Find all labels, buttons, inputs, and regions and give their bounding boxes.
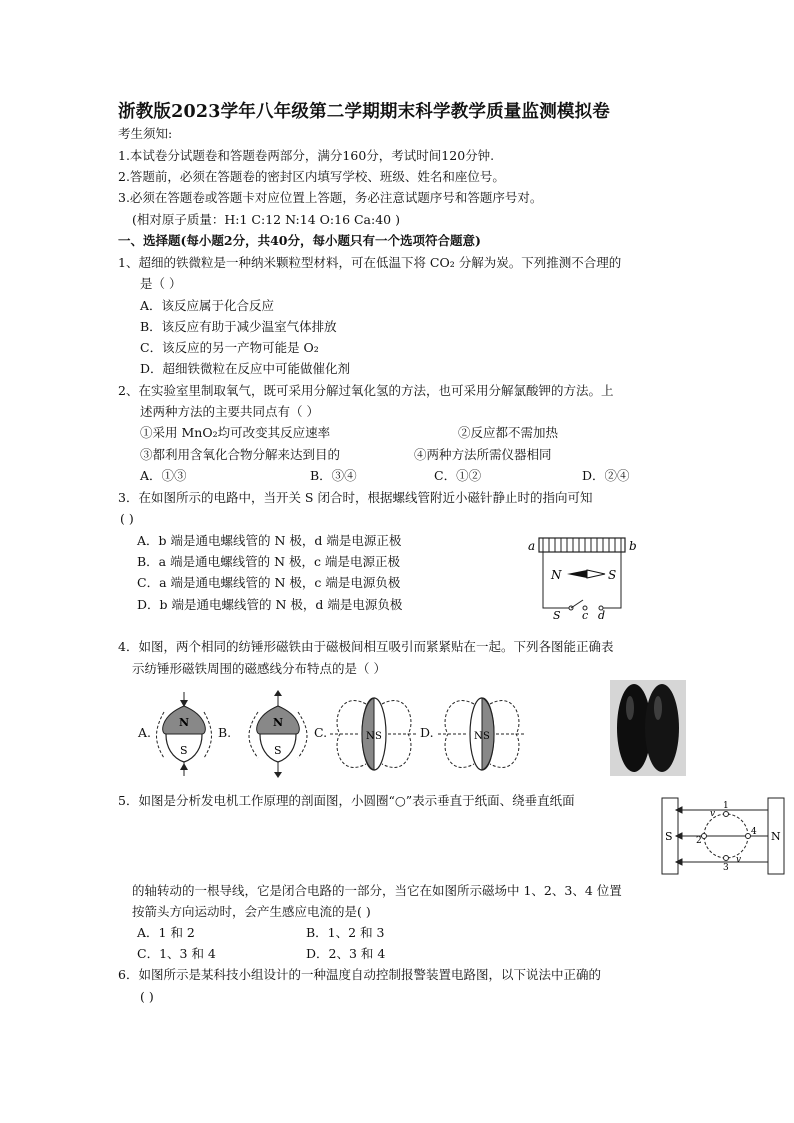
needle-label-s: S <box>608 568 617 582</box>
section-heading: 一、选择题(每小题2分，共40分，每小题只有一个选项符合题意) <box>118 233 481 248</box>
notice-item-2: 2.答题前，必须在答题卷的密封区内填写学校、班级、姓名和座位号。 <box>118 169 505 184</box>
solenoid-core <box>539 538 625 552</box>
q3-option-a: A．b 端是通电螺线管的 N 极，d 端是电源正极 <box>137 533 402 548</box>
switch-blade <box>571 600 583 608</box>
q1-option-a: A．该反应属于化合反应 <box>140 298 275 313</box>
q5-stem-line2: 的轴转动的一根导线，它是闭合电路的一部分，当它在如图所示磁场中 1、2、3、4 位置 <box>132 883 622 898</box>
q4-label-a: A. <box>138 725 152 740</box>
pole-n: N <box>179 716 190 729</box>
switch-label: S <box>553 609 561 620</box>
q4-label-c: C. <box>314 725 328 740</box>
q3-circuit-figure <box>525 530 650 620</box>
q5-option-a: A．1 和 2 <box>137 925 195 940</box>
q4-figure-b <box>238 690 318 778</box>
q4-label-b: B. <box>218 725 232 740</box>
label-b: b <box>629 539 637 553</box>
q2-statement-1: ①采用 MnO₂均可改变其反应速率 <box>140 425 331 440</box>
needle-north <box>567 570 587 578</box>
notice-item-3: 3.必须在答题卷或答题卡对应位置上答题，务必注意试题序号和答题序号对。 <box>118 190 543 205</box>
pos-3: 3 <box>723 863 729 873</box>
velocity-label: v <box>736 855 742 865</box>
exam-title: 浙教版2023学年八年级第二学期期末科学教学质量监测模拟卷 <box>118 102 611 122</box>
q4-stem-line1: 4．如图，两个相同的纺锤形磁铁由于磁极间相互吸引而紧紧贴在一起。下列各图能正确表 <box>118 639 614 654</box>
q1-option-b: B．该反应有助于减少温室气体排放 <box>140 319 337 334</box>
q3-stem-line1: 3．在如图所示的电路中，当开关 S 闭合时，根据螺线管附近小磁针静止时的指向可知 <box>118 490 593 505</box>
q1-option-c: C．该反应的另一产物可能是 O₂ <box>140 340 319 355</box>
q5-generator-figure <box>660 796 788 876</box>
magnet-photo <box>610 680 686 776</box>
pole-s: S <box>483 731 490 742</box>
needle-south <box>587 570 605 578</box>
q2-stem-line1: 2、在实验室里制取氧气，既可采用分解过氧化氢的方法，也可采用分解氯酸钾的方法。上 <box>118 383 614 398</box>
solenoid-coils <box>543 538 621 552</box>
q4-figure-d <box>438 690 526 778</box>
q2-stem-line2: 述两种方法的主要共同点有（ ） <box>140 404 319 419</box>
q4-figure-a <box>156 690 212 778</box>
q5-stem-line3: 按箭头方向运动时，会产生感应电流的是( ) <box>132 904 371 919</box>
needle-label-n: N <box>551 568 562 582</box>
q5-stem-line1: 5．如图是分析发电机工作原理的剖面图，小圆圈“○”表示垂直于纸面、绕垂直纸面 <box>118 793 575 808</box>
q2-option-d: D．②④ <box>582 468 630 483</box>
q5-option-b: B．1、2 和 3 <box>306 925 385 940</box>
pole-s: S <box>180 744 188 757</box>
velocity-label: v <box>710 809 716 819</box>
pos-2: 2 <box>696 836 702 846</box>
q2-statement-2: ②反应都不需加热 <box>458 425 559 440</box>
q3-option-d: D．b 端是通电螺线管的 N 极，d 端是电源负极 <box>137 597 403 612</box>
q1-stem-line1: 1、超细的铁微粒是一种纳米颗粒型材料，可在低温下将 CO₂ 分解为炭。下列推测不合理的 <box>118 255 622 270</box>
q2-statement-3: ③都利用含氧化合物分解来达到目的 <box>140 447 341 462</box>
notice-item-1: 1.本试卷分试题卷和答题卷两部分，满分160分，考试时间120分钟. <box>118 148 495 163</box>
q4-label-d: D. <box>420 725 434 740</box>
pos-4: 4 <box>751 827 757 837</box>
q1-option-d: D．超细铁微粒在反应中可能做催化剂 <box>140 361 351 376</box>
q4-figure-c <box>330 690 418 778</box>
pole-n-label: N <box>771 830 781 843</box>
pole-s-label: S <box>665 830 673 843</box>
pole-n: N <box>366 731 375 742</box>
q6-stem-line1: 6．如图所示是某科技小组设计的一种温度自动控制报警装置电路图，以下说法中正确的 <box>118 967 601 982</box>
pole-s: S <box>375 731 382 742</box>
q6-stem-line2: ( ) <box>140 989 154 1004</box>
q2-option-a: A．①③ <box>140 468 187 483</box>
q2-option-b: B．③④ <box>310 468 357 483</box>
label-a: a <box>528 539 536 553</box>
pos-1: 1 <box>723 801 729 811</box>
label-d: d <box>598 609 606 620</box>
q2-statement-4: ④两种方法所需仪器相同 <box>414 447 552 462</box>
pole-n: N <box>474 731 483 742</box>
pole-s: S <box>274 744 282 757</box>
pole-n: N <box>273 716 284 729</box>
q3-option-c: C．a 端是通电螺线管的 N 极，c 端是电源负极 <box>137 575 401 590</box>
q3-stem-line2: ( ) <box>120 511 134 526</box>
q4-stem-line2: 示纺锤形磁铁周围的磁感线分布特点的是（ ） <box>132 661 386 676</box>
q3-option-b: B．a 端是通电螺线管的 N 极，c 端是电源正极 <box>137 554 400 569</box>
q5-option-d: D．2、3 和 4 <box>306 946 386 961</box>
q2-option-c: C．①② <box>434 468 482 483</box>
q5-option-c: C．1、3 和 4 <box>137 946 216 961</box>
notice-heading: 考生须知: <box>118 126 173 141</box>
label-c: c <box>582 609 589 620</box>
atomic-mass-note: (相对原子质量：H:1 C:12 N:14 O:16 Ca:40 ) <box>132 212 400 227</box>
q1-stem-line2: 是（ ） <box>140 276 182 291</box>
